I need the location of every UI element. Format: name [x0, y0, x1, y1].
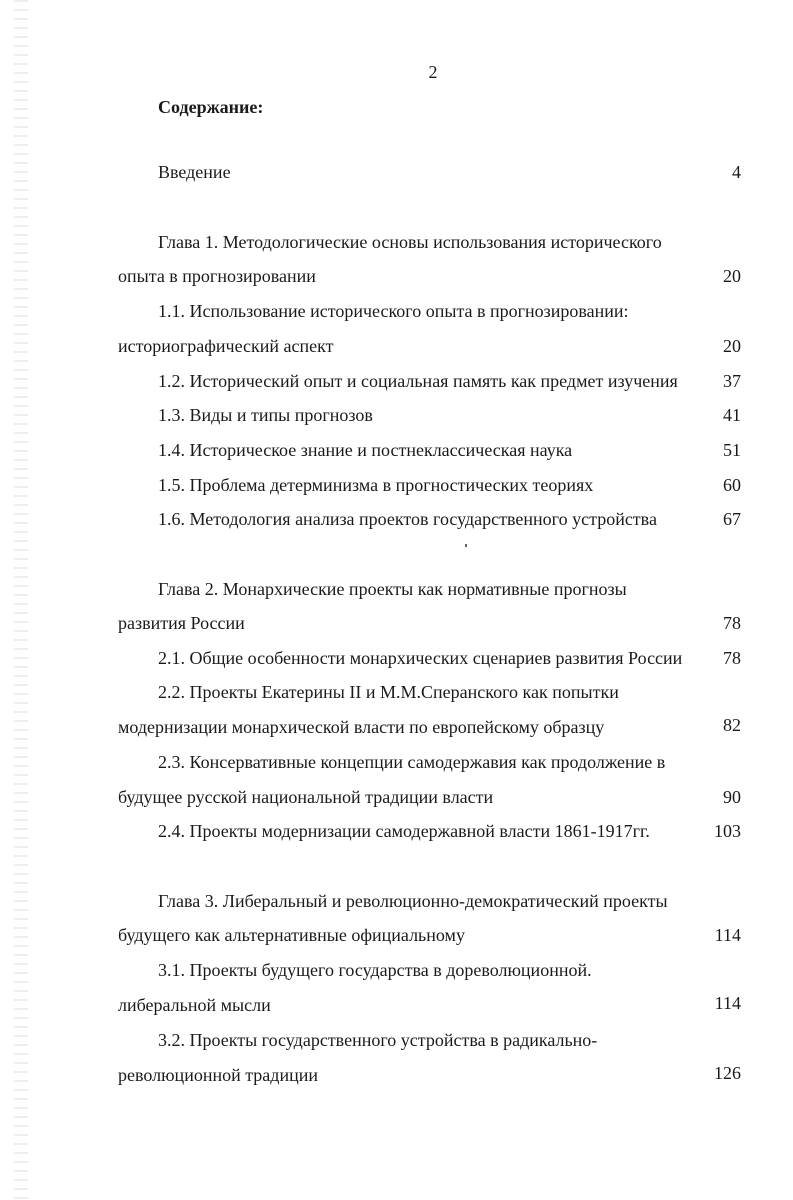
toc-entry-chapter-2-line-2: развития России: [118, 613, 245, 633]
toc-entry-1-5: 1.5. Проблема детерминизма в прогностических теориях: [158, 475, 594, 495]
toc-entry-2-3-line-2: будущее русской национальной традиции власти: [118, 787, 494, 807]
toc-entry-2-2-line-1: 2.2. Проекты Екатерины II и М.М.Сперанского как попытки: [158, 682, 619, 702]
toc-page-2-3: 90: [723, 787, 741, 807]
scan-margin-edge: [14, 0, 28, 1200]
toc-entry-1-2: 1.2. Исторический опыт и социальная память как предмет изучения: [158, 371, 678, 391]
toc-entry-chapter-1-line-2: опыта в прогнозировании: [118, 266, 316, 286]
toc-entry-chapter-3-line-2: будущего как альтернативные официальному: [118, 925, 465, 945]
toc-entry-1-1-line-2: историографический аспект: [118, 336, 334, 356]
toc-page-chapter-3: 114: [714, 925, 741, 945]
toc-entry-3-1-line-2: либеральной мысли: [118, 995, 271, 1015]
toc-entry-intro: Введение: [158, 162, 231, 182]
toc-page-3-2: 126: [714, 1063, 741, 1083]
toc-entry-2-4: 2.4. Проекты модернизации самодержавной власти 1861-1917гг.: [158, 821, 650, 841]
toc-entry-2-1: 2.1. Общие особенности монархических сценариев развития России: [158, 648, 683, 668]
toc-page-chapter-2: 78: [723, 613, 741, 633]
toc-page-2-4: 103: [714, 821, 741, 841]
toc-entry-2-3-line-1: 2.3. Консервативные концепции самодержавия как продолжение в: [158, 752, 666, 772]
toc-entry-2-2-line-2: модернизации монархической власти по европейскому образцу: [118, 717, 605, 737]
page-number: 2: [428, 62, 438, 82]
scan-speck: [465, 544, 467, 547]
toc-page-2-2: 82: [723, 715, 741, 735]
toc-page-chapter-1: 20: [723, 266, 741, 286]
toc-page-1-4: 51: [723, 440, 741, 460]
toc-page-1-3: 41: [723, 405, 741, 425]
toc-entry-1-6: 1.6. Методология анализа проектов государственного устройства: [158, 509, 657, 529]
toc-heading: Содержание:: [158, 97, 264, 117]
toc-page-1-1: 20: [723, 336, 741, 356]
toc-entry-1-1-line-1: 1.1. Использование исторического опыта в прогнозировании:: [158, 301, 629, 321]
toc-page-intro: 4: [732, 162, 741, 182]
toc-entry-1-4: 1.4. Историческое знание и постнеклассическая наука: [158, 440, 573, 460]
toc-page-1-5: 60: [723, 475, 741, 495]
toc-entry-1-3: 1.3. Виды и типы прогнозов: [158, 405, 373, 425]
toc-page-1-6: 67: [723, 509, 741, 529]
toc-entry-3-2-line-1: 3.2. Проекты государственного устройства в радикально-: [158, 1030, 598, 1050]
toc-page-3-1: 114: [714, 993, 741, 1013]
toc-page-2-1: 78: [723, 648, 741, 668]
toc-entry-3-1-line-1: 3.1. Проекты будущего государства в дореволюционной.: [158, 960, 592, 980]
toc-entry-chapter-2-line-1: Глава 2. Монархические проекты как нормативные прогнозы: [158, 579, 627, 599]
toc-entry-3-2-line-2: революционной традиции: [118, 1065, 318, 1085]
toc-entry-chapter-3-line-1: Глава 3. Либеральный и революционно-демократический проекты: [158, 891, 668, 911]
toc-page-1-2: 37: [723, 371, 741, 391]
toc-entry-chapter-1-line-1: Глава 1. Методологические основы использования исторического: [158, 232, 662, 252]
